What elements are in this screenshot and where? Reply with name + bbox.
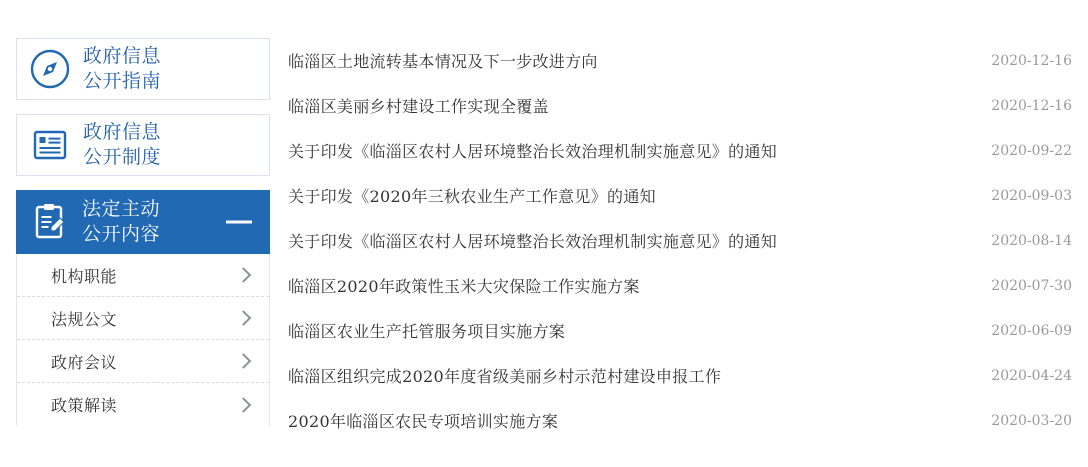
sidebar-item-policy-interpretation[interactable] <box>17 383 269 426</box>
list-item-title[interactable]: 临淄区2020年政策性玉米大灾保险工作实施方案 <box>288 277 640 296</box>
sidebar-submenu <box>16 254 270 426</box>
sidebar-item-label: 政府会议 <box>51 352 118 372</box>
list-item[interactable] <box>288 83 1072 128</box>
sidebar-card-label <box>83 44 161 94</box>
list-item[interactable] <box>288 263 1072 308</box>
chevron-right-icon <box>236 310 252 326</box>
clipboard-pen-icon <box>16 200 82 244</box>
list-item-title[interactable]: 临淄区土地流转基本情况及下一步改进方向 <box>288 52 598 71</box>
list-item[interactable] <box>288 398 1072 443</box>
list-item-date: 2020-09-03 <box>991 187 1072 204</box>
sidebar-item-label: 机构职能 <box>51 266 118 286</box>
list-item[interactable] <box>288 173 1072 218</box>
list-item-date: 2020-12-16 <box>991 97 1072 114</box>
list-item[interactable] <box>288 128 1072 173</box>
sidebar-card-line2: 公开指南 <box>83 70 162 92</box>
list-item[interactable] <box>288 353 1072 398</box>
list-item-date: 2020-04-24 <box>991 367 1072 384</box>
sidebar-item-label: 政策解读 <box>51 396 118 415</box>
list-item-title[interactable]: 临淄区美丽乡村建设工作实现全覆盖 <box>288 97 549 116</box>
list-item-date: 2020-12-16 <box>991 52 1072 69</box>
minus-icon[interactable] <box>226 221 252 224</box>
sidebar-item-label: 法规公文 <box>51 309 118 329</box>
document-list-icon <box>17 124 83 166</box>
list-item[interactable] <box>288 308 1072 353</box>
article-list <box>288 38 1072 443</box>
sidebar-card-line1: 政府信息 <box>83 121 162 143</box>
list-item-title[interactable]: 关于印发《2020年三秋农业生产工作意见》的通知 <box>288 187 656 206</box>
compass-icon <box>17 48 83 90</box>
list-item-title[interactable]: 关于印发《临淄区农村人居环境整治长效治理机制实施意见》的通知 <box>288 142 778 161</box>
sidebar-card-label <box>82 197 160 247</box>
list-item-title[interactable]: 关于印发《临淄区农村人居环境整治长效治理机制实施意见》的通知 <box>288 232 778 251</box>
sidebar-item-regulations-documents[interactable] <box>17 297 269 340</box>
sidebar-card-label <box>83 120 161 170</box>
sidebar-card-line1: 政府信息 <box>83 45 162 67</box>
sidebar <box>16 38 272 426</box>
list-item-date: 2020-07-30 <box>991 277 1072 294</box>
list-item-date: 2020-08-14 <box>991 232 1072 249</box>
sidebar-card-information-system[interactable] <box>16 114 270 176</box>
sidebar-item-government-meetings[interactable] <box>17 340 269 383</box>
list-item-date: 2020-06-09 <box>991 322 1072 339</box>
sidebar-card-line2: 公开制度 <box>83 146 162 168</box>
list-item[interactable] <box>288 38 1072 83</box>
chevron-right-icon <box>236 397 252 413</box>
sidebar-card-information-guide[interactable] <box>16 38 270 100</box>
list-item[interactable] <box>288 218 1072 263</box>
list-item-date: 2020-03-20 <box>991 412 1072 429</box>
list-item-title[interactable]: 临淄区组织完成2020年度省级美丽乡村示范村建设申报工作 <box>288 367 722 386</box>
sidebar-card-line1: 法定主动 <box>82 198 161 220</box>
sidebar-card-line2: 公开内容 <box>82 223 161 245</box>
list-item-date: 2020-09-22 <box>991 142 1072 159</box>
list-item-title[interactable]: 2020年临淄区农民专项培训实施方案 <box>288 412 559 431</box>
chevron-right-icon <box>236 353 252 369</box>
list-item-title[interactable]: 临淄区农业生产托管服务项目实施方案 <box>288 322 566 341</box>
sidebar-item-organization-functions[interactable] <box>17 254 269 297</box>
chevron-right-icon <box>236 267 252 283</box>
sidebar-card-statutory-disclosure[interactable] <box>16 190 270 254</box>
